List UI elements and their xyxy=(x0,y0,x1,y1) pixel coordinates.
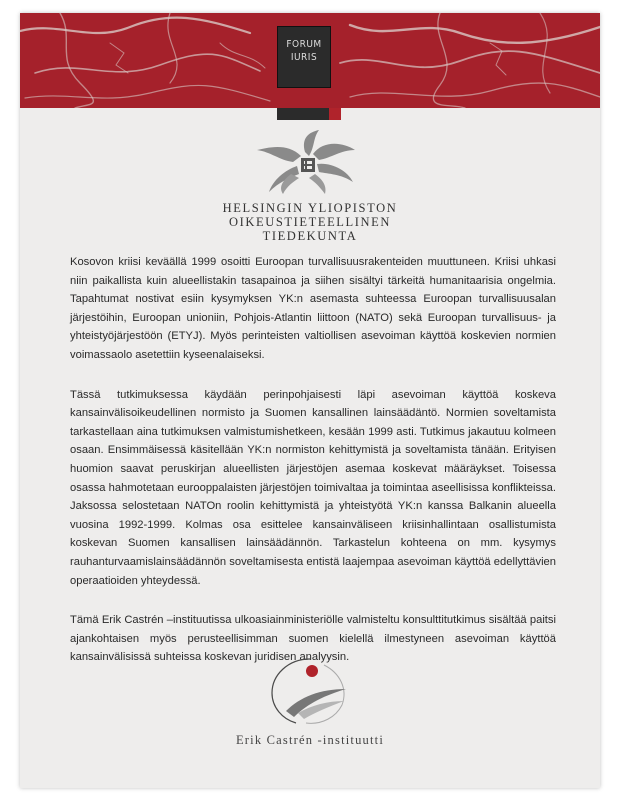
faculty-line-1: HELSINGIN YLIOPISTON xyxy=(222,201,398,215)
faculty-line-2: OIKEUSTIETEELLINEN xyxy=(228,215,392,229)
blurb-paragraph-2: Tässä tutkimuksessa käydään perinpohjaisesti läpi asevoiman käyttöä koskeva kansainvälisoikeudellinen normisto ja Suomen kansallinen lainsäädäntö. Normien soveltamista tarkastellaan aina tutkimuksen valmistumishetkeen, kesään 1999 asti. Tutkimus jakautuu kolmeen osaan. Ensimmäisessä käsitellään YK:n normiston kehittymistä ja soveltamista tänään. Erityisen huomion saavat peruskirjan alueellisten järjestöjen asemaa koskevat määräykset. Toisessa osassa hahmotetaan eurooppalaisten järjestöjen toimivaltaa ja toimintaa aseellisissa konflikteissa. Jaksossa selostetaan NATOn roolin kehittymistä ja yhteistyötä YK:n kanssa Balkanin alueella vuosina 1992-1999. Kolmas osa esittelee kansainväliseen kriisinhallintaan osallistumista koskevan Suomen kansallisen lainsäädännön. Tarkastelun kohteena on mm. kysymys rauhanturvaamislainsäädännön soveltamisesta entistä laajempaa asevoiman käyttöä edellyttävien operaatioiden yhteydessä. xyxy=(70,388,556,587)
blurb-paragraph-1: Kosovon kriisi keväällä 1999 osoitti Euroopan turvallisuusrakenteiden muuttuneen. Kriisi uhkasi niin paikallista kuin alueellistakin tasapainoa ja siihen sisältyi tärkeitä humanitaarisia ongelmia. Tapahtumat nostivat esiin kysymyksen YK:n asemasta suhteessa Euroopan turvallisuusalan järjestöihin, Euroopan unioniin, Pohjois-Atlantin liittoon (NATO) sekä Euroopan turvallisuus- ja yhteistyöjärjestöön (ETYJ). Myös perinteisten valtiollisen asevoiman käyttöä koskevien normien voimassaolo asetettiin kyseenalaiseksi. xyxy=(70,256,556,361)
institute-name: Erik Castrén -instituutti xyxy=(235,733,385,747)
book-back-cover xyxy=(20,13,600,788)
logo-text-forum: FORUM xyxy=(286,39,322,50)
forum-iuris-logo xyxy=(277,26,331,88)
university-flame-icon xyxy=(257,130,357,195)
faculty-name xyxy=(20,201,600,243)
faculty-line-3: TIEDEKUNTA xyxy=(262,229,358,243)
logo-text-iuris: IURIS xyxy=(290,52,318,63)
blurb-text xyxy=(70,253,556,688)
erik-castren-institute-logo xyxy=(266,655,354,727)
logo-stripe-red xyxy=(329,108,341,120)
logo-stripe-dark xyxy=(277,108,329,120)
blurb-paragraph-3: Tämä Erik Castrén –instituutissa ulkoasiainministeriölle valmisteltu konsulttitutkimus sisältää paitsi ajankohtaisen myös perusteellisimman suomen kielellä ilmestyneen asevoiman käyttöä kansainvälisissä suhteissa koskevan juridisen analyysin. xyxy=(70,614,556,664)
